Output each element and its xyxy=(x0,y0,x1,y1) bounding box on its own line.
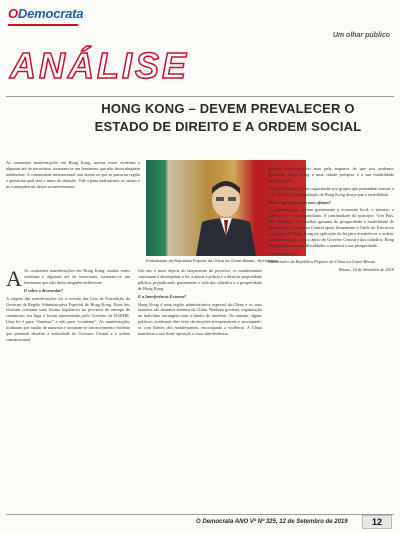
logo-text: Democrata xyxy=(17,6,84,21)
author-title: Embaixador da República Popular da China na Guiné-Bissau xyxy=(268,258,376,264)
col1-text-1: As constantes manifestações em Hong Kong, muitas vezes violentas e algumas até de terrorismo, tornaram-se um fenómeno que não deixa ninguém indiferente. xyxy=(23,268,130,285)
col2-subhead: E a Interferência Externa? xyxy=(138,293,187,299)
column-2 xyxy=(138,268,262,339)
masthead xyxy=(8,6,392,39)
column-3 xyxy=(268,166,394,275)
headline-line-2: ESTADO DE DIREITO E A ORDEM SOCIAL xyxy=(94,119,362,134)
col1-paragraph-2: A origem das manifestações foi a revisão das Leis de Extradição do Governo da Região Administrativa Especial de Hong Kong. Estas leis visavam colmatar uma lacuna legislativa no processo de entrega de criminosos em fuga e foram apresentadas pelo Governo da RAEHK. Uma lei é para “iluminar” e não para “condenar”. As manifestações acabaram por mudar de natureza e tornaram-se um movimento violento que pretende desafiar a autoridade do Governo Central e a ordem constitucional. xyxy=(6,295,130,342)
col3-paragraph-1: grandes transformações mas pela negativa de que nos podemos aperceber. Hong Kong é uma cidade próspera e a sua estabilidade beneficia todos. xyxy=(268,166,394,183)
col1-subhead: O sobre o desenrolar? xyxy=(23,287,63,293)
author-name: Por Jin Hongjun xyxy=(268,250,297,256)
publication-logo xyxy=(8,6,83,21)
section-title: ANÁLISE xyxy=(10,45,190,86)
opinion-label: Um olhar público xyxy=(332,32,390,39)
issue-info: O Democrata ANO Vº Nº 325, 12 de Setembro de 2019 xyxy=(196,519,348,525)
footer-divider xyxy=(6,514,394,515)
headline-line-1: HONG KONG – DEVEM PREVALECER O xyxy=(101,101,355,116)
headline xyxy=(68,100,388,136)
page-number: 12 xyxy=(362,515,392,529)
col2-paragraph-2: Hong Kong é uma região administrativa especial da China e os seus assuntos são assuntos internos da China. Nenhum governo, organização ou indivíduo estrangeiro tem o direito de interferir. No entanto, alguns políticos ocidentais têm feito declarações irresponsáveis e encontrado-se com líderes dos manifestantes, encorajando a violência. A China manifesta a sua firme oposição a estas interferências. xyxy=(138,301,262,337)
logo-underline xyxy=(8,24,78,26)
intro-column xyxy=(6,160,140,192)
col3-subhead: Para o que é que estes atos afetam? xyxy=(268,199,331,205)
intro-paragraph: As constantes manifestações em Hong Kong, muitas vezes violentas e algumas até de terrorismo, tornaram-se um fenómeno que não deixa ninguém indiferente. A comunidade internacional está atenta ao que se passa na região e questiona qual será o rumo da situação. Vale a pena analisarmos as causas e as consequências destes acontecimentos. xyxy=(6,160,140,189)
column-1 xyxy=(6,268,130,345)
divider xyxy=(6,96,394,97)
drop-cap: A xyxy=(6,266,22,291)
col3-paragraph-3: As manifestações afetam gravemente a economia local, o turismo, o comércio e a vida quotidiana. A continuidade do princípio “Um País, Dois Sistemas” é a melhor garantia da prosperidade e estabilidade de Hong Kong. O Governo Central apoia firmemente a Chefe do Executivo e a polícia de Hong Kong na aplicação da lei para restabelecer a ordem. Acreditamos que, com o apoio do Governo Central e dos cidadãos, Hong Kong ultrapassará as dificuldades e manterá a sua prosperidade. xyxy=(268,207,394,248)
logo-o: O xyxy=(8,6,18,21)
footer xyxy=(0,512,400,533)
col2-paragraph-1: Um ano e meio depois do lançamento do processo, os manifestantes continuam a desrespeitar a lei, a atacar a polícia e a destruir propriedade pública, prejudicando gravemente a vida dos cidadãos e a prosperidade de Hong Kong. xyxy=(138,268,262,291)
dateline: Bissau, 10 de Setembro de 2019 xyxy=(339,266,394,272)
photo-caption: Embaixador da República Popular da China na Guiné-Bissau, Jin Hongjun xyxy=(146,258,278,263)
col3-paragraph-2: As manifestações foram organizadas por grupos que pretendem semear o caos. A maioria da população de Hong Kong deseja paz e estabilidade. xyxy=(268,185,394,197)
